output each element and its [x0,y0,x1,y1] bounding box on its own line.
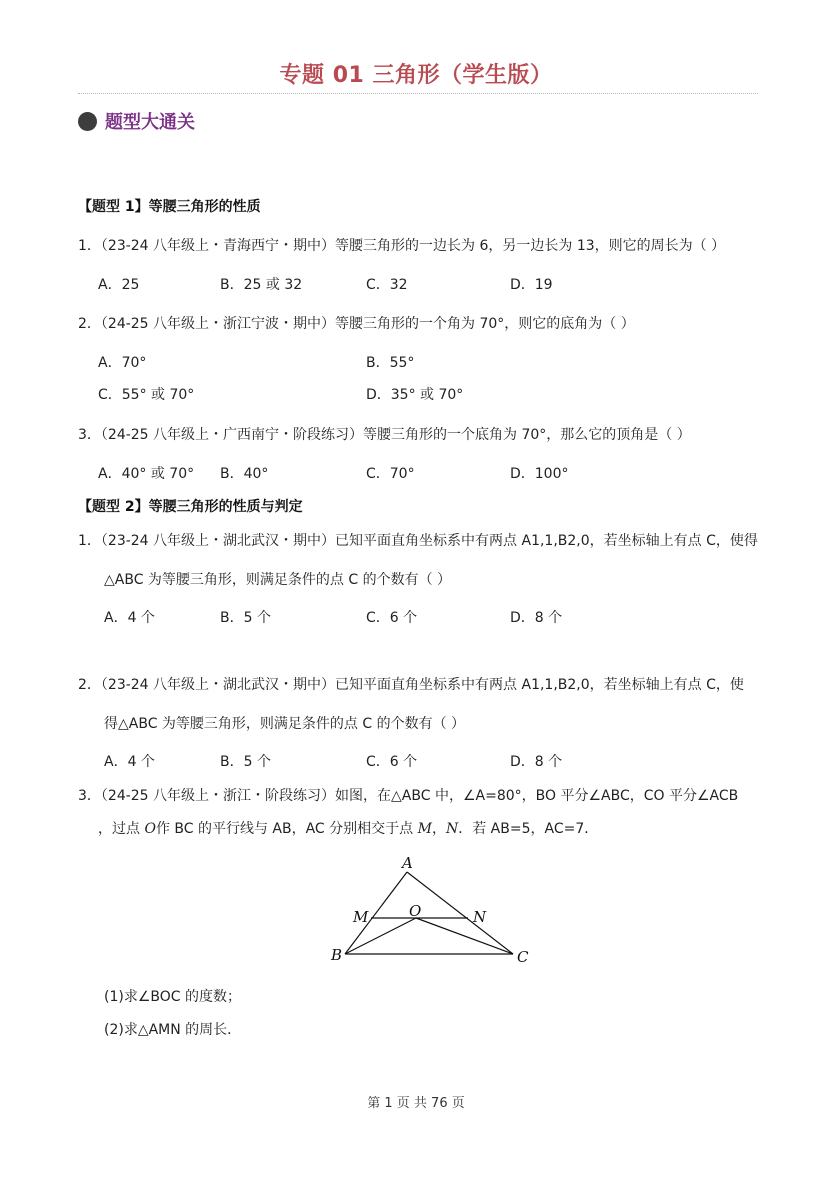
type1-q1-option-b: B．25 或 32 [220,277,303,293]
vertex-b-label: B [331,946,343,964]
type2-q1-option-b: B．5 个 [220,610,271,626]
type2-heading: 【题型 2】等腰三角形的性质与判定 [78,499,303,515]
segment-co [416,918,513,954]
section-label: 题型大通关 [105,112,195,133]
type1-q3-option-c: C．70° [366,466,415,482]
vertex-o-label: O [409,902,422,920]
type1-q3-text: 3．（24-25 八年级上・广西南宁・阶段练习）等腰三角形的一个底角为 70°，那么它的顶角是（ ） [78,427,691,443]
page-number: 第 1 页 共 76 页 [367,1096,465,1111]
title-divider [78,93,758,94]
type2-q2-line1: 2．（23-24 八年级上・湖北武汉・期中）已知平面直角坐标系中有两点 A1,1,B2,0，若坐标轴上有点 C，使 [78,677,744,693]
type2-q1-option-d: D．8 个 [510,610,563,626]
type1-heading: 【题型 1】等腰三角形的性质 [78,199,261,215]
type1-q2-text: 2．（24-25 八年级上・浙江宁波・期中）等腰三角形的一个角为 70°，则它的底角为（ ） [78,316,635,332]
type2-q2-option-d: D．8 个 [510,754,563,770]
type1-q1-option-c: C．32 [366,277,408,293]
section-header [78,108,195,134]
type2-q2-option-c: C．6 个 [366,754,418,770]
q3-line2-part: ．若 AB=5，AC=7． [458,821,599,837]
type1-q1-option-d: D．19 [510,277,553,293]
type1-q3-option-a: A．40° 或 70° [98,466,195,482]
type1-q2-option-d: D．35° 或 70° [366,387,464,403]
bullet-dot-icon [78,112,97,131]
type1-q1-text: 1．（23-24 八年级上・青海西宁・期中）等腰三角形的一边长为 6，另一边长为 13，则它的周长为（ ） [78,238,726,254]
type1-q2-option-a: A．70° [98,355,147,371]
type2-q3-line1: 3．（24-25 八年级上・浙江・阶段练习）如图，在△ABC 中，∠A=80°，BO 平分∠ABC，CO 平分∠ACB [78,788,739,804]
type2-q1-line1: 1．（23-24 八年级上・湖北武汉・期中）已知平面直角坐标系中有两点 A1,1,B2,0，若坐标轴上有点 C，使得 [78,533,758,549]
type1-q2-option-b: B．55° [366,355,415,371]
type1-q3-option-b: B．40° [220,466,269,482]
type2-q1-option-a: A．4 个 [104,610,155,626]
type2-q2-line2: 得△ABC 为等腰三角形，则满足条件的点 C 的个数有（ ） [104,716,466,732]
q3-line2-part: ，过点 [98,821,145,837]
q3-line2-part: ， [431,821,446,837]
type2-q3-sub2: (2)求△AMN 的周长． [104,1022,242,1038]
vertex-c-label: C [517,948,529,966]
page-title: 专题 01 三角形（学生版） [279,63,553,88]
type2-q3-sub1: (1)求∠BOC 的度数； [104,989,241,1005]
type1-q3-option-d: D．100° [510,466,569,482]
point-n-label: N [445,821,459,837]
type2-q2-option-b: B．5 个 [220,754,271,770]
vertex-a-label: A [402,854,413,872]
triangle-figure [320,850,540,970]
point-m-label: M [417,821,432,837]
type1-q1-option-a: A．25 [98,277,140,293]
type2-q2-option-a: A．4 个 [104,754,155,770]
type2-q1-line2: △ABC 为等腰三角形，则满足条件的点 C 的个数有（ ） [104,572,452,588]
type1-q2-option-c: C．55° 或 70° [98,387,195,403]
segment-ac [407,872,513,954]
point-o-label: O [144,821,156,837]
type2-q3-line2 [98,818,598,838]
type2-q1-option-c: C．6 个 [366,610,418,626]
q3-line2-part: 作 BC 的平行线与 AB，AC 分别相交于点 [155,821,418,837]
vertex-n-label: N [473,908,487,926]
vertex-m-label: M [353,908,369,926]
